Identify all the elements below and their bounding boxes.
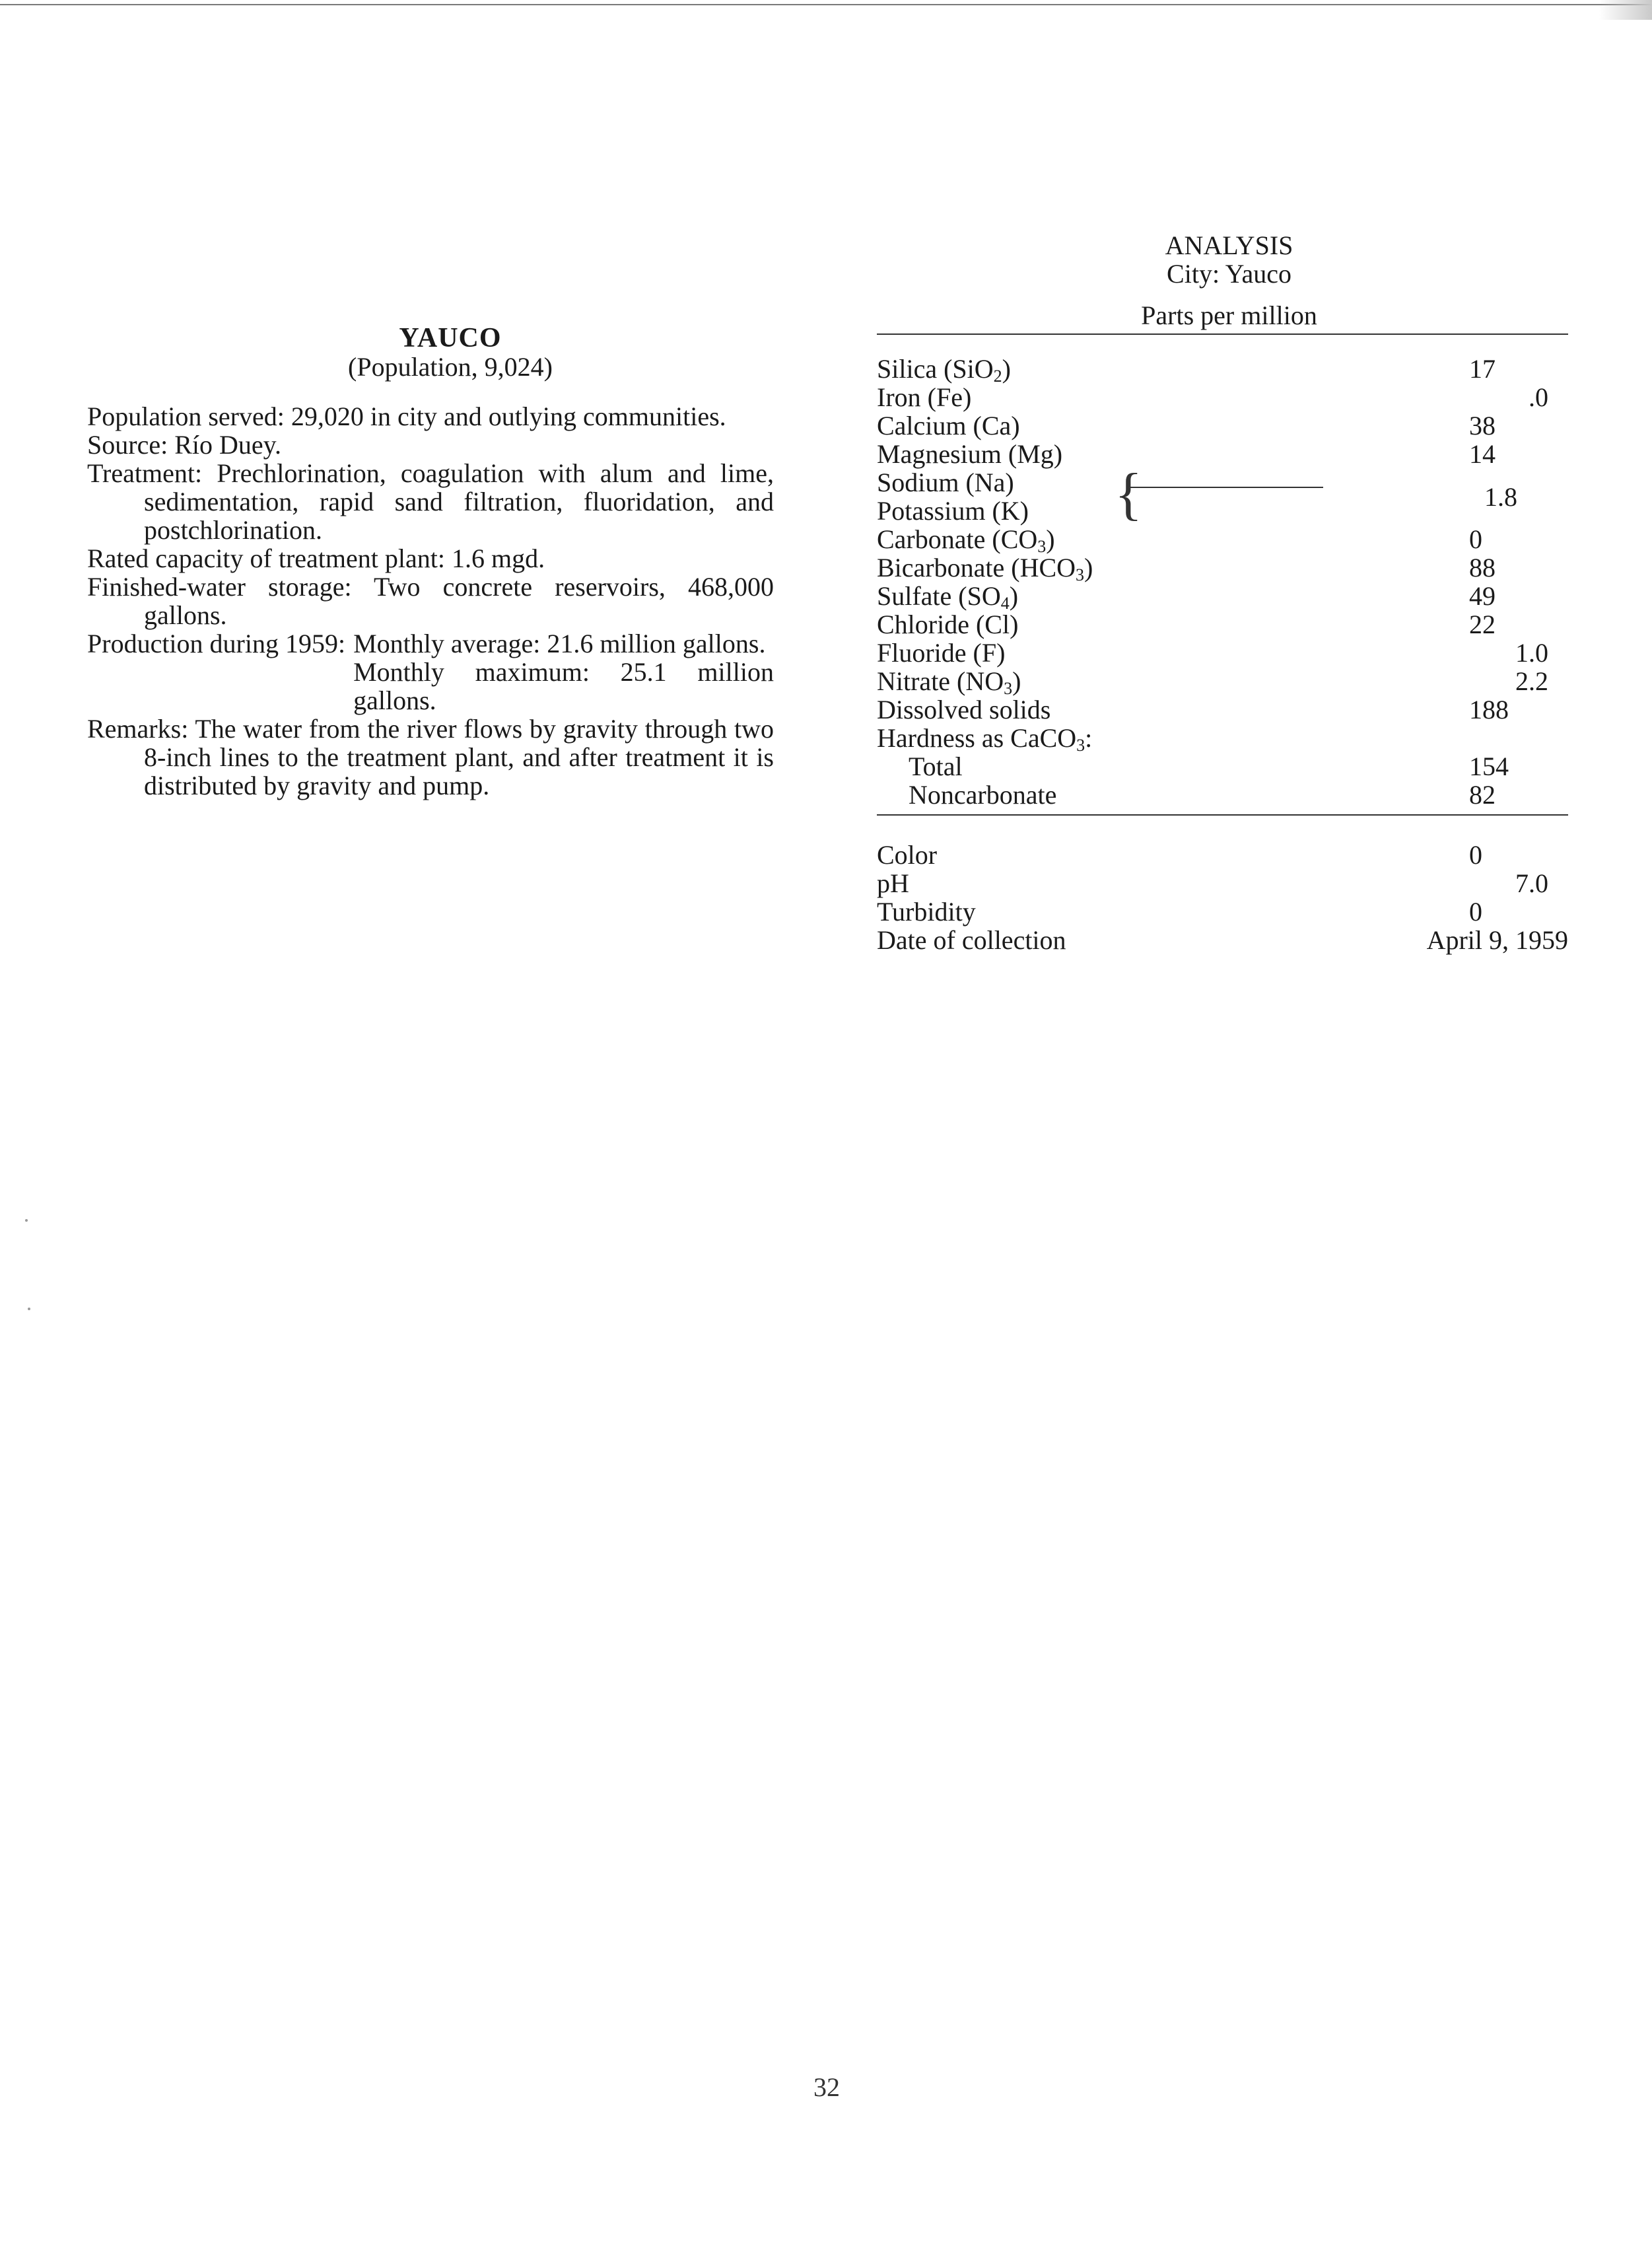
analysis-row-label: Calcium (Ca): [877, 411, 1020, 440]
analysis-row-value: 14: [1469, 439, 1496, 469]
hardness-row: [877, 723, 1568, 755]
analysis-row: [877, 610, 1568, 639]
city-title: YAUCO: [399, 323, 502, 353]
analysis-row: [877, 695, 1568, 724]
analysis-row-label: Iron (Fe): [877, 382, 972, 412]
city-population: (Population, 9,024): [348, 352, 553, 382]
analysis-row-label: Magnesium (Mg): [877, 439, 1063, 469]
analysis-row-value: 22: [1469, 610, 1496, 639]
analysis-row-value: April 9, 1959: [1426, 925, 1568, 955]
brace-icon: {: [1115, 462, 1143, 526]
constituent-rows-b: [877, 525, 1568, 724]
hardness-noncarbonate-row: [877, 781, 1568, 809]
analysis-row-label: Fluoride (F): [877, 638, 1006, 668]
hardness-label: Hardness as CaCO$_3$:: [877, 723, 1093, 755]
analysis-row-label: Sulfate $(SO_4)$: [877, 581, 1019, 613]
analysis-heading: ANALYSIS: [1165, 230, 1293, 260]
analysis-row-label: Turbidity: [877, 897, 976, 927]
analysis-row: [877, 869, 1568, 897]
analysis-row-label: Nitrate $(NO_3)$: [877, 666, 1021, 698]
hardness-total-label: Total: [909, 752, 963, 781]
page-corner-shadow: [1599, 0, 1652, 20]
hardness-total-row: [877, 752, 1568, 781]
analysis-row-value: 7.0: [1515, 868, 1548, 898]
analysis-row: [877, 524, 1568, 556]
city-description: [87, 324, 774, 800]
analysis-row: [877, 440, 1568, 468]
analysis-row-label: Color: [877, 840, 938, 870]
analysis-row: [877, 553, 1568, 582]
analysis-row-value: 0: [1469, 897, 1482, 927]
analysis-row: [877, 581, 1568, 613]
analysis-row: [877, 383, 1568, 411]
analysis-row-value: .0: [1529, 382, 1548, 412]
analysis-row-label: Dissolved solids: [877, 695, 1051, 724]
analysis-row-value: 0: [1469, 840, 1482, 870]
hardness-noncarbonate-value: 82: [1469, 780, 1496, 810]
potassium-label: Potassium (K): [877, 496, 1029, 526]
analysis-row-label: Carbonate $(CO_3)$: [877, 524, 1055, 556]
analysis-row: [877, 354, 1568, 386]
analysis-row-value: 2.2: [1515, 666, 1548, 696]
analysis-row: [877, 841, 1568, 869]
rated-capacity: Rated capacity of treatment plant: 1.6 mgd.: [87, 543, 545, 573]
analysis-city: City: Yauco: [1167, 259, 1291, 289]
population-served: Population served: 29,020 in city and outlying communities.: [87, 402, 726, 431]
analysis-table: [877, 231, 1568, 954]
analysis-row-label: pH: [877, 868, 909, 898]
analysis-row: [877, 639, 1568, 667]
production-average: Monthly average: 21.6 million gallons.: [353, 629, 766, 658]
analysis-row-value: 88: [1469, 553, 1496, 582]
production-maximum: Monthly maximum: 25.1 million gallons.: [353, 657, 774, 715]
constituent-rows: [877, 355, 1568, 468]
analysis-row: [877, 666, 1568, 698]
hardness-noncarbonate-label: Noncarbonate: [909, 780, 1057, 810]
finished-water-storage: Finished-water storage: Two concrete reservoirs, 468,000 gallons.: [87, 572, 774, 630]
water-source: Source: Río Duey.: [87, 430, 282, 460]
analysis-row-label: Bicarbonate $(HCO_3)$: [877, 553, 1093, 584]
physical-properties-rows: [877, 841, 1568, 954]
page-number: 32: [813, 2072, 840, 2102]
hardness-total-value: 154: [1469, 752, 1509, 781]
analysis-row-value: 0: [1469, 524, 1482, 554]
analysis-row-value: 17: [1469, 354, 1496, 384]
treatment: Treatment: Prechlorination, coagulation with alum and lime, sedimentation, rapid sand filtration, fluoridation, and postchlorination.: [87, 458, 774, 545]
page-top-edge: [0, 0, 1652, 5]
analysis-row-label: Silica (SiO$_2$): [877, 354, 1011, 386]
analysis-row-value: 38: [1469, 411, 1496, 440]
table-divider: [877, 814, 1568, 816]
analysis-row-value: 188: [1469, 695, 1509, 724]
production-label: Production during 1959:: [87, 629, 346, 658]
production: [87, 629, 774, 715]
analysis-row: [877, 926, 1568, 954]
analysis-row-label: Chloride (Cl): [877, 610, 1019, 639]
scan-speck: [28, 1308, 30, 1310]
scan-speck: [25, 1219, 28, 1222]
leader-line: [1130, 487, 1323, 488]
units-header: Parts per million: [877, 301, 1568, 335]
analysis-row-value: 49: [1469, 581, 1496, 611]
sodium-potassium-value: 1.8: [1484, 482, 1517, 512]
analysis-row-value: 1.0: [1515, 638, 1548, 668]
sodium-label: Sodium (Na): [877, 468, 1014, 497]
remarks: Remarks: The water from the river flows by gravity through two 8-inch lines to the treatment plant, and after treatment it is distributed by gravity and pump.: [87, 714, 774, 800]
sodium-potassium-row: [877, 462, 1568, 526]
analysis-row: [877, 897, 1568, 926]
analysis-row-label: Date of collection: [877, 925, 1066, 955]
analysis-row: [877, 411, 1568, 440]
